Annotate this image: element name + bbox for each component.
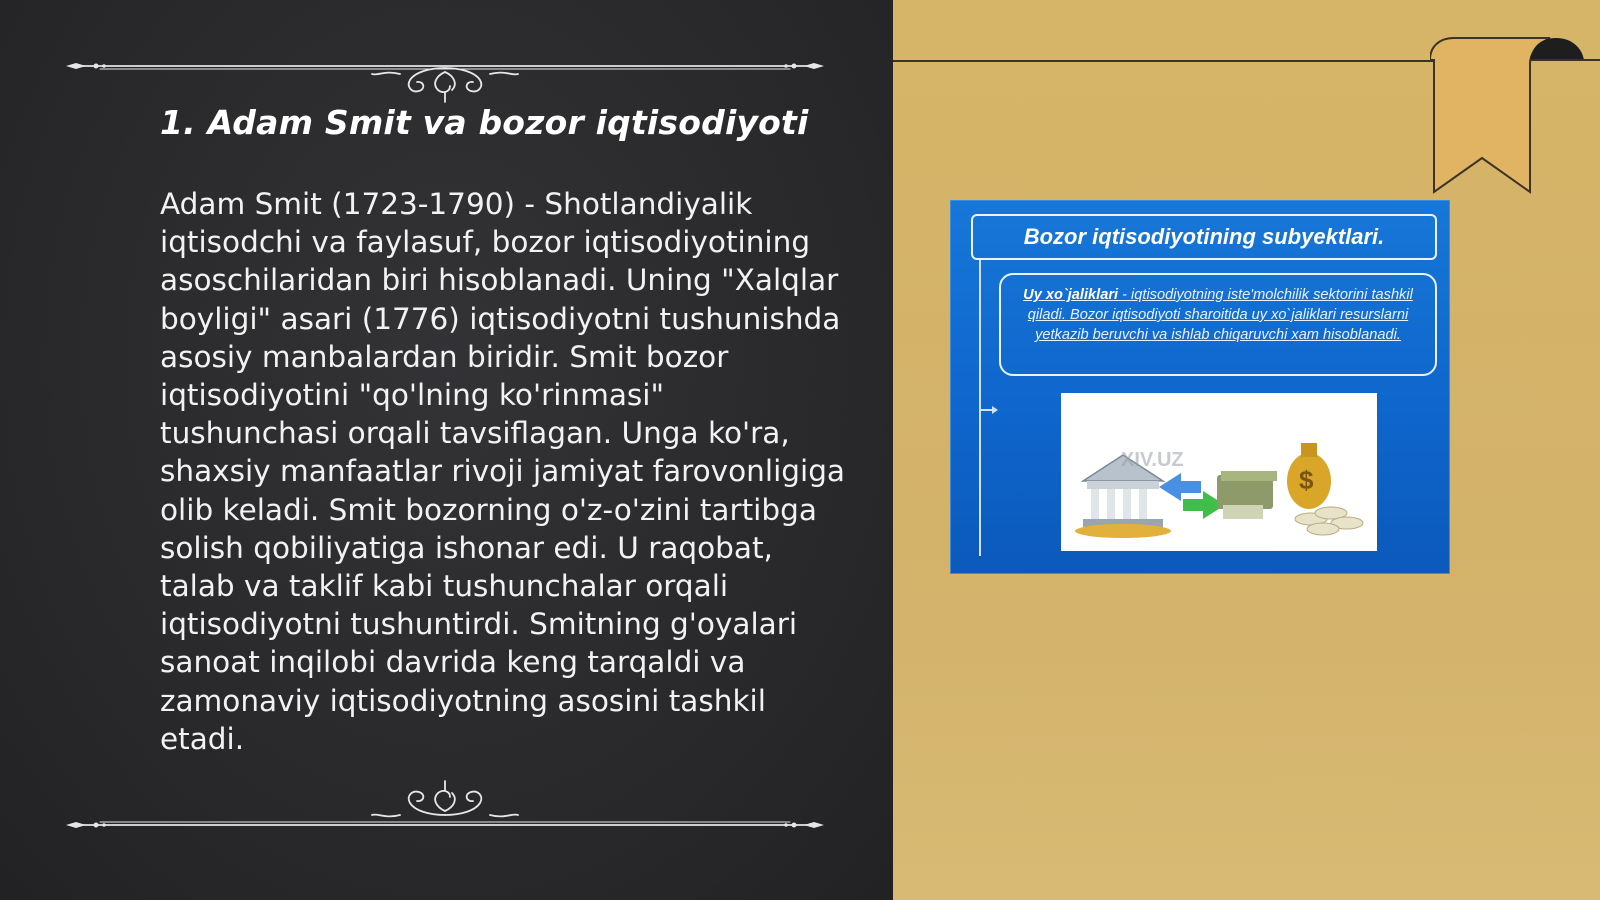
diagram-term: Uy xo`jaliklari: [1023, 287, 1119, 303]
coins-icon: [1295, 507, 1363, 535]
cash-stack-icon: [1217, 471, 1277, 519]
money-bag-icon: [1287, 443, 1331, 509]
arrow-right-icon: [992, 406, 998, 414]
market-economy-diagram: [950, 200, 1450, 574]
diagram-description: - iqtisodiyotning iste'molchilik sektorini tashkil qiladi. Bozor iqtisodiyoti sharoitida uy xo`jaliklari resurslarni yetkazib beruvchi va ishlab chiqaruvchi xam hisoblanadi.: [1027, 287, 1413, 343]
bottom-ornament-divider: [60, 770, 830, 830]
diagram-definition-box: [999, 273, 1437, 376]
svg-text:$: $: [1299, 465, 1314, 495]
slide-body-text: Adam Smit (1723-1790) - Shotlandiyalik iqtisodchi va faylasuf, bozor iqtisodiyotining asoschilaridan biri hisoblanadi. Uning "Xalqlar boyligi" asari (1776) iqtisodiyotni tushunishda asosiy manbalardan biridir. Smit bozor iqtisodiyotini "qo'lning ko'rinmasi" tushunchasi orqali tavsiflagan. Unga ko'ra, shaxsiy manfaatlar rivoji jamiyat farovonligiga olib keladi. Smit bozorning o'z-o'zini tartibga solish qobiliyatiga ishonar edi. U raqobat, talab va taklif kabi tushunchalar orqali iqtisodiyotni tushuntirdi. Smitning g'oyalari sanoat inqilobi davrida keng tarqaldi va zamonaviy iqtisodiyotning asosini tashkil etadi.: [160, 187, 845, 756]
exchange-arrows-icon: [1159, 473, 1225, 519]
bookmark-ribbon-icon: [1430, 30, 1600, 205]
diagram-connector-line: [979, 260, 981, 556]
finance-illustration-icon: [1061, 393, 1377, 551]
diagram-header: Bozor iqtisodiyotining subyektlari.: [971, 214, 1437, 260]
header-rule: [893, 60, 1438, 62]
top-ornament-divider: [60, 48, 830, 108]
slide-title: 1. Adam Smit va bozor iqtisodiyoti: [160, 103, 809, 142]
money-illustration: [1061, 393, 1377, 551]
watermark-text: XIV.UZ: [1121, 449, 1184, 471]
